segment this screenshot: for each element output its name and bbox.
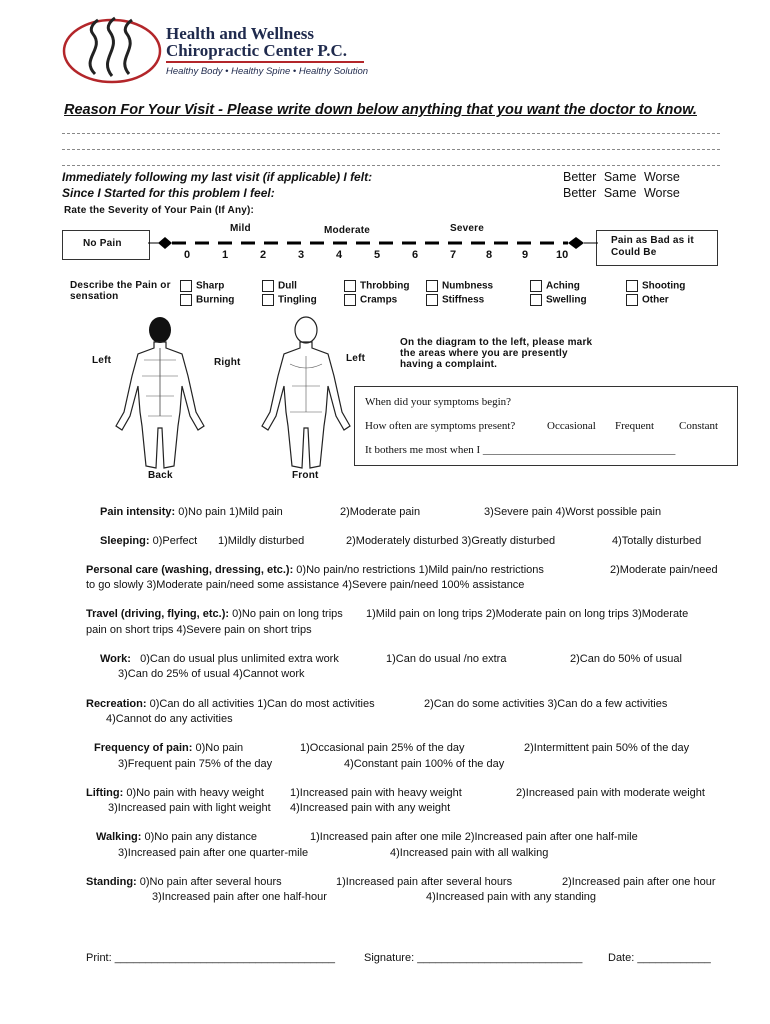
option-better[interactable]: Better: [563, 170, 597, 184]
checkbox[interactable]: [626, 294, 638, 306]
scale-10[interactable]: 10: [556, 249, 569, 261]
option-better[interactable]: Better: [563, 186, 597, 200]
front-body-diagram[interactable]: [256, 316, 360, 472]
last-visit-question: Immediately following my last visit (if applicable) I felt:: [62, 170, 373, 184]
option-dull[interactable]: Dull: [262, 280, 297, 292]
severity-title: Rate the Severity of Your Pain (If Any):: [64, 205, 255, 216]
reason-line-3[interactable]: [62, 165, 720, 166]
sleeping-opt-d[interactable]: 4)Totally disturbed: [612, 535, 702, 547]
option-tingling[interactable]: Tingling: [262, 294, 317, 306]
option-other[interactable]: Other: [626, 294, 669, 306]
standing-row[interactable]: Standing: 0)No pain after several hours: [86, 876, 282, 888]
frequency-opt-e[interactable]: 4)Constant pain 100% of the day: [344, 758, 505, 770]
last-visit-options[interactable]: [563, 170, 680, 184]
option-numbness[interactable]: Numbness: [426, 280, 493, 292]
personal-care-row[interactable]: Personal care (washing, dressing, etc.): 0)No pain/no restrictions 1)Mild pain/no restrictions: [86, 564, 544, 576]
checkbox[interactable]: [426, 280, 438, 292]
option-throbbing[interactable]: Throbbing: [344, 280, 409, 292]
lifting-opt-c[interactable]: 2)Increased pain with moderate weight: [516, 787, 705, 799]
walking-opt-b[interactable]: 1)Increased pain after one mile 2)Increased pain after one half-mile: [310, 831, 638, 843]
travel-opt-c[interactable]: pain on short trips 4)Severe pain on short trips: [86, 624, 312, 636]
severity-scale-line[interactable]: [148, 236, 598, 250]
frequency-opt-c[interactable]: 2)Intermittent pain 50% of the day: [524, 742, 690, 754]
worst-pain-box: Pain as Bad as it Could Be: [596, 230, 718, 266]
freq-frequent[interactable]: Frequent: [615, 420, 655, 432]
scale-left-diamond-icon: [158, 237, 172, 249]
pain-intensity-opt-c[interactable]: 3)Severe pain 4)Worst possible pain: [484, 506, 662, 518]
signature-field[interactable]: Signature: ___________________________: [364, 952, 583, 964]
clinic-name-line2: Chiropractic Center P.C.: [166, 41, 347, 60]
work-opt-b[interactable]: 1)Can do usual /no extra: [386, 653, 507, 665]
back-caption: Back: [148, 470, 173, 481]
frequency-row[interactable]: Frequency of pain: 0)No pain: [94, 742, 244, 754]
walking-opt-d[interactable]: 4)Increased pain with all walking: [390, 847, 549, 859]
option-burning[interactable]: Burning: [180, 294, 234, 306]
checkbox[interactable]: [262, 280, 274, 292]
severity-numbers[interactable]: [178, 249, 578, 263]
checkbox[interactable]: [262, 294, 274, 306]
back-body-diagram[interactable]: [108, 316, 212, 472]
frequency-opt-b[interactable]: 1)Occasional pain 25% of the day: [300, 742, 465, 754]
recreation-opt-b[interactable]: 2)Can do some activities 3)Can do a few activities: [424, 698, 668, 710]
back-right-label: Right: [214, 357, 241, 368]
option-same[interactable]: Same: [603, 186, 637, 200]
scale-9[interactable]: 9: [522, 249, 529, 261]
checkbox[interactable]: [426, 294, 438, 306]
option-sharp[interactable]: Sharp: [180, 280, 224, 292]
recreation-opt-c[interactable]: 4)Cannot do any activities: [106, 713, 233, 725]
scale-5[interactable]: 5: [374, 249, 381, 261]
symptoms-bothers[interactable]: It bothers me most when I ___________________________________: [365, 444, 676, 456]
severity-moderate: Moderate: [324, 225, 371, 236]
symptoms-box: [354, 386, 738, 466]
severity-severe: Severe: [450, 223, 485, 234]
sleeping-opt-c[interactable]: 2)Moderately disturbed 3)Greatly disturbed: [346, 535, 556, 547]
scale-3[interactable]: 3: [298, 249, 305, 261]
front-left-label: Left: [346, 353, 366, 364]
describe-label: Describe the Pain or sensation: [70, 280, 171, 302]
since-started-options[interactable]: [563, 186, 680, 200]
pain-intensity-opt-b[interactable]: 2)Moderate pain: [340, 506, 421, 518]
personal-care-opt-c[interactable]: to go slowly 3)Moderate pain/need some assistance 4)Severe pain/need 100% assistance: [86, 579, 525, 591]
standing-opt-e[interactable]: 4)Increased pain with any standing: [426, 891, 596, 903]
checkbox[interactable]: [344, 294, 356, 306]
sleeping-opt-b[interactable]: 1)Mildly disturbed: [218, 535, 305, 547]
checkbox[interactable]: [344, 280, 356, 292]
scale-7[interactable]: 7: [450, 249, 457, 261]
lifting-opt-d[interactable]: 3)Increased pain with light weight: [108, 802, 271, 814]
checkbox[interactable]: [180, 294, 192, 306]
reason-title: Reason For Your Visit - Please write down below anything that you want the doctor to know.: [64, 102, 697, 118]
scale-6[interactable]: 6: [412, 249, 419, 261]
option-aching[interactable]: Aching: [530, 280, 580, 292]
date-field[interactable]: Date: ____________: [608, 952, 711, 964]
logo-divider: [166, 61, 364, 63]
symptoms-begin[interactable]: When did your symptoms begin?: [365, 396, 512, 408]
scale-8[interactable]: 8: [486, 249, 493, 261]
back-left-label: Left: [92, 355, 112, 366]
option-swelling[interactable]: Swelling: [530, 294, 587, 306]
travel-opt-b[interactable]: 1)Mild pain on long trips 2)Moderate pain on long trips 3)Moderate: [366, 608, 689, 620]
walking-row[interactable]: Walking: 0)No pain any distance: [96, 831, 258, 843]
scale-1[interactable]: 1: [222, 249, 229, 261]
reason-line-2[interactable]: [62, 149, 720, 150]
walking-opt-c[interactable]: 3)Increased pain after one quarter-mile: [118, 847, 309, 859]
clinic-tagline: Healthy Body • Healthy Spine • Healthy Solution: [166, 66, 369, 77]
checkbox[interactable]: [626, 280, 638, 292]
work-opt-c[interactable]: 2)Can do 50% of usual: [570, 653, 682, 665]
scale-2[interactable]: 2: [260, 249, 267, 261]
scale-4[interactable]: 4: [336, 249, 343, 261]
option-cramps[interactable]: Cramps: [344, 294, 397, 306]
diagram-instruction: On the diagram to the left, please mark the areas where you are presently having a complaint.: [400, 337, 593, 370]
checkbox[interactable]: [180, 280, 192, 292]
reason-line-1[interactable]: [62, 133, 720, 134]
lifting-row[interactable]: Lifting: 0)No pain with heavy weight: [86, 787, 264, 799]
sleeping-row[interactable]: Sleeping: 0)Perfect: [100, 535, 198, 547]
logo-emblem-icon: [60, 14, 170, 86]
since-started-question: Since I Started for this problem I feel:: [62, 186, 275, 200]
checkbox[interactable]: [530, 294, 542, 306]
option-shooting[interactable]: Shooting: [626, 280, 685, 292]
lifting-opt-b[interactable]: 1)Increased pain with heavy weight: [290, 787, 462, 799]
standing-opt-d[interactable]: 3)Increased pain after one half-hour: [152, 891, 327, 903]
scale-0[interactable]: 0: [184, 249, 191, 261]
personal-care-opt-b[interactable]: 2)Moderate pain/need: [610, 564, 718, 576]
frequency-opt-d[interactable]: 3)Frequent pain 75% of the day: [118, 758, 273, 770]
standing-opt-c[interactable]: 2)Increased pain after one hour: [562, 876, 716, 888]
severity-mild: Mild: [230, 223, 251, 234]
symptoms-how-often: How often are symptoms present?: [365, 420, 516, 432]
clinic-logo: [60, 14, 370, 84]
option-worse[interactable]: Worse: [643, 186, 680, 200]
scale-right-diamond-icon: [568, 237, 584, 249]
option-same[interactable]: Same: [603, 170, 637, 184]
option-worse[interactable]: Worse: [643, 170, 680, 184]
lifting-opt-e[interactable]: 4)Increased pain with any weight: [290, 802, 451, 814]
checkbox[interactable]: [530, 280, 542, 292]
standing-opt-b[interactable]: 1)Increased pain after several hours: [336, 876, 513, 888]
option-stiffness[interactable]: Stiffness: [426, 294, 484, 306]
no-pain-box: No Pain: [62, 230, 150, 260]
pain-intensity-row[interactable]: Pain intensity: 0)No pain 1)Mild pain: [100, 506, 283, 518]
work-opt-d[interactable]: 3)Can do 25% of usual 4)Cannot work: [118, 668, 305, 680]
freq-occasional[interactable]: Occasional: [547, 420, 596, 432]
print-name-field[interactable]: Print: ____________________________________: [86, 952, 335, 964]
front-caption: Front: [292, 470, 319, 481]
recreation-row[interactable]: Recreation: 0)Can do all activities 1)Can do most activities: [86, 698, 375, 710]
clinic-name-line1: Health and Wellness: [166, 24, 314, 43]
travel-row[interactable]: Travel (driving, flying, etc.): 0)No pain on long trips: [86, 608, 343, 620]
work-row[interactable]: Work: 0)Can do usual plus unlimited extra work: [100, 653, 339, 665]
freq-constant[interactable]: Constant: [679, 420, 719, 432]
